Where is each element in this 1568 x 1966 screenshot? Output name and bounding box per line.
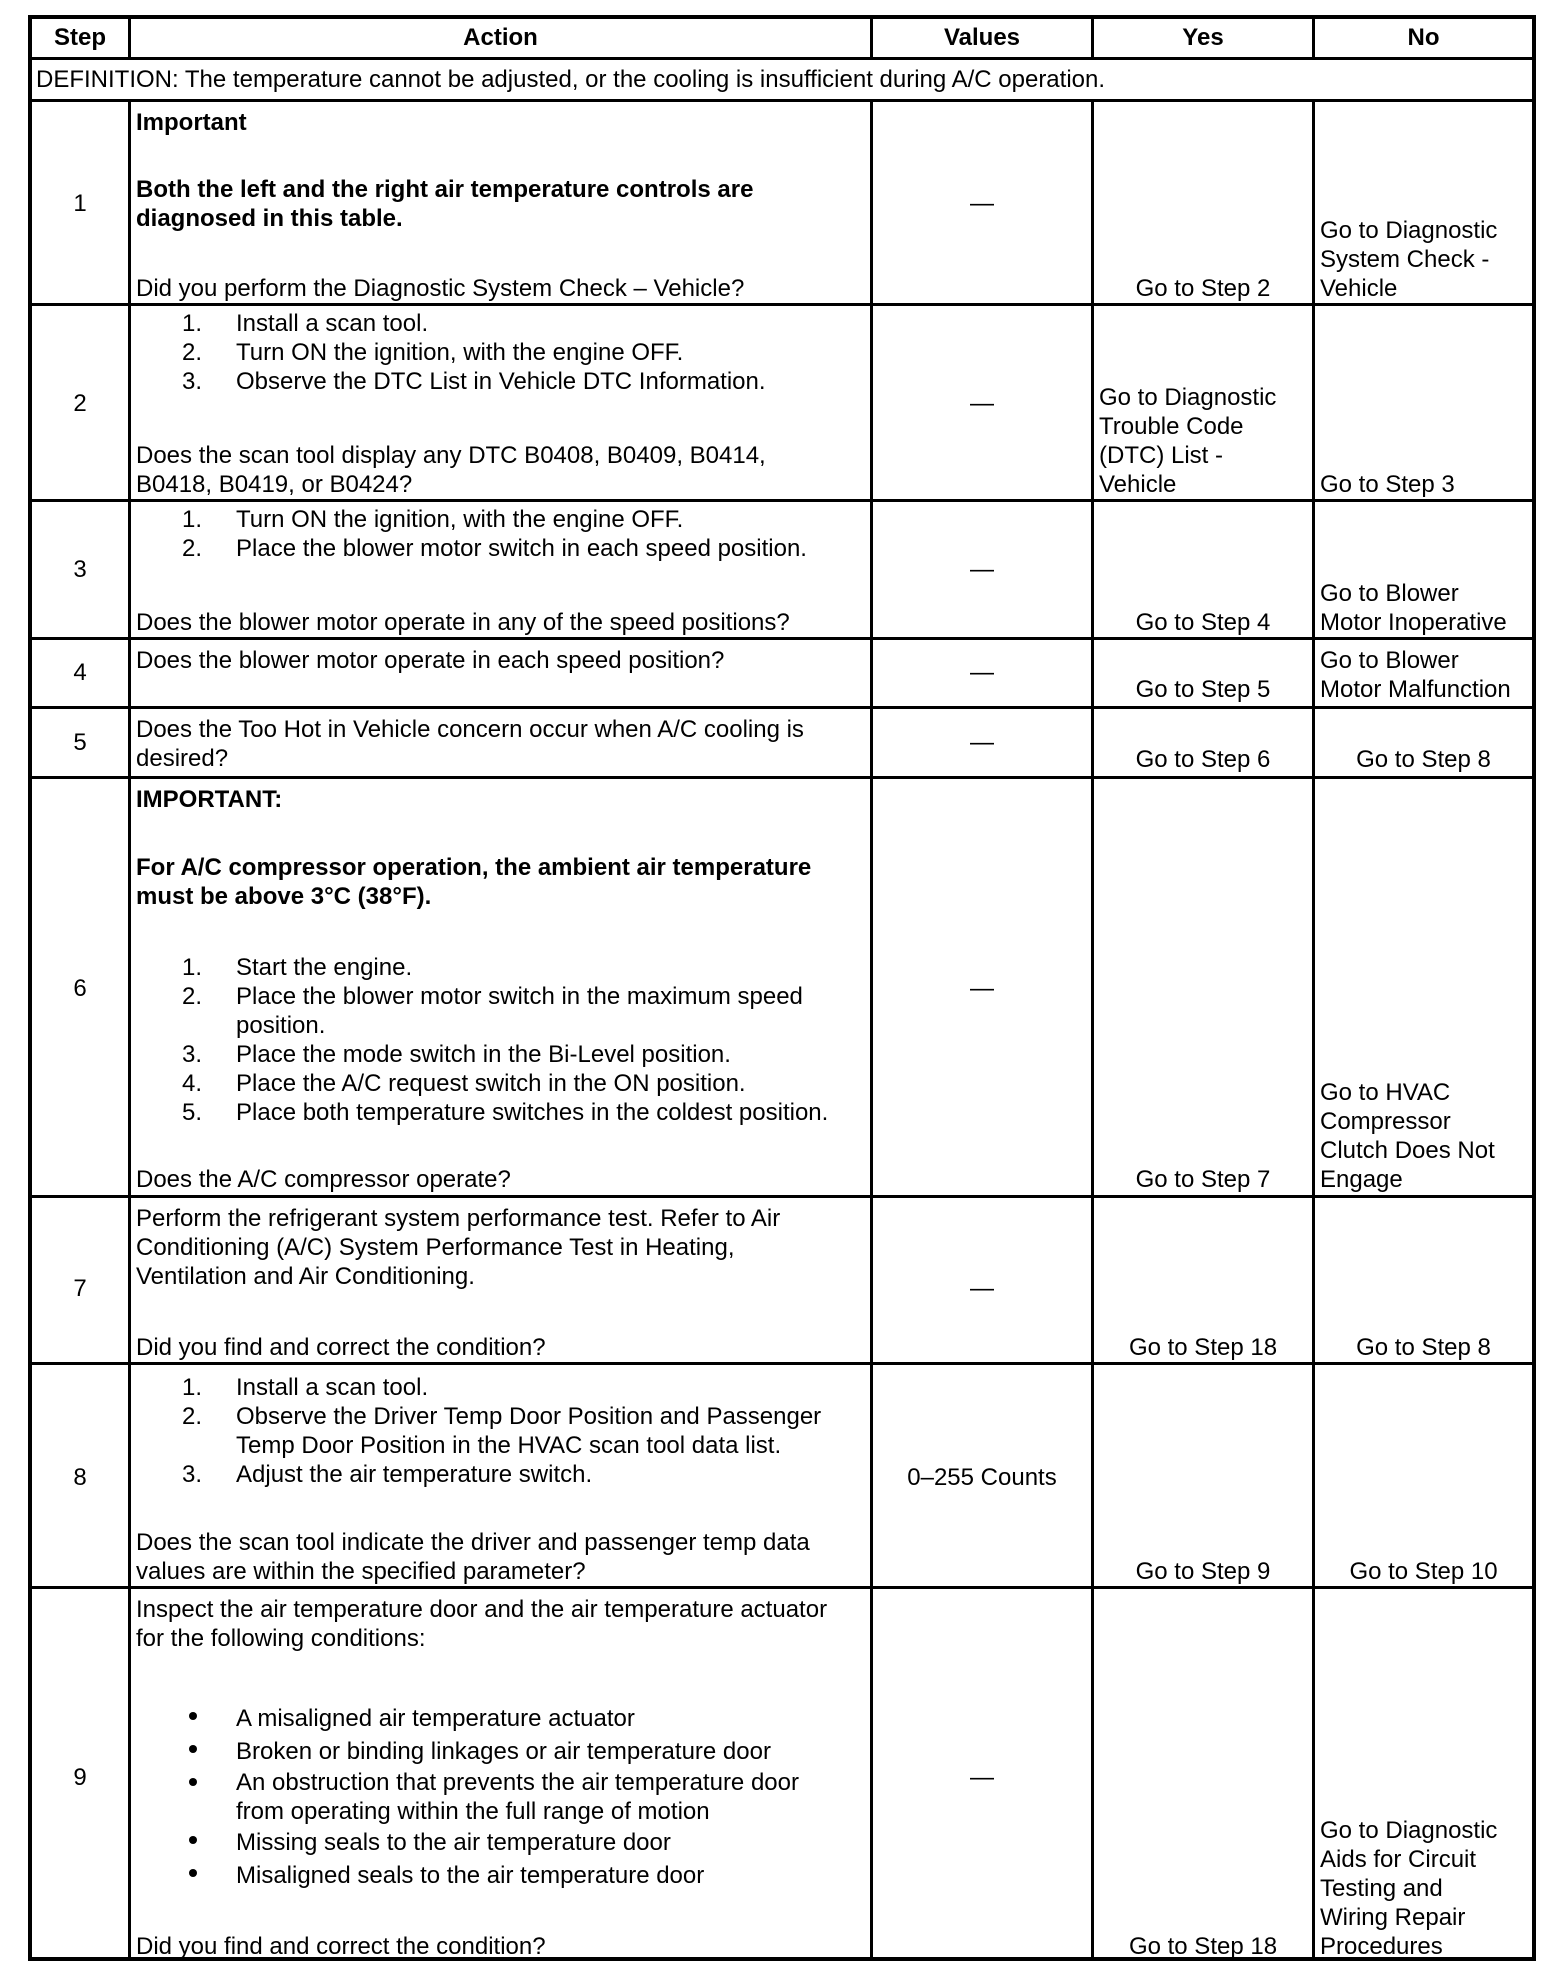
question-text: Does the Too Hot in Vehicle concern occur when A/C cooling is desired? xyxy=(136,716,804,772)
yes-action-link[interactable]: Go to Step 5 xyxy=(1135,676,1271,703)
divider xyxy=(1091,99,1094,1957)
list-item: 1. Install a scan tool. xyxy=(182,310,429,337)
divider xyxy=(32,1586,1532,1589)
divider xyxy=(32,706,1532,709)
question-text: Does the scan tool display any DTC B0408, B0409, B0414, B0418, B0419, or B0424? xyxy=(136,442,766,498)
yes-action-link[interactable]: Go to Step 9 xyxy=(1135,1558,1271,1585)
yes-action-link[interactable]: Go to Step 6 xyxy=(1135,746,1271,773)
no-action-link[interactable]: Go to Blower Motor Inoperative xyxy=(1320,580,1507,636)
yes-action-link[interactable]: Go to Step 2 xyxy=(1135,275,1271,302)
header-step: Step xyxy=(53,24,106,51)
values-cell: 0–255 Counts xyxy=(907,1464,1057,1491)
no-action-link[interactable]: Go to HVAC Compressor Clutch Does Not Engage xyxy=(1320,1079,1495,1193)
step-number: 2 xyxy=(73,390,87,417)
values-cell: — xyxy=(970,390,994,417)
step-number: 3 xyxy=(73,556,87,583)
divider xyxy=(32,776,1532,779)
no-action-link[interactable]: Go to Step 3 xyxy=(1320,471,1455,498)
list-item: 1. Start the engine. xyxy=(182,954,413,981)
no-action-link[interactable]: Go to Diagnostic System Check - Vehicle xyxy=(1320,217,1498,302)
header-values: Values xyxy=(943,24,1021,51)
divider xyxy=(870,99,873,1957)
question-text: Does the blower motor operate in each speed position? xyxy=(136,647,725,674)
list-item: 1. Install a scan tool. xyxy=(182,1374,429,1401)
values-cell: — xyxy=(970,1764,994,1791)
values-cell: — xyxy=(970,190,994,217)
header-no: No xyxy=(1407,24,1440,51)
list-item: An obstruction that prevents the air temperature door from operating within the full range of motion xyxy=(136,1768,856,1826)
important-body: For A/C compressor operation, the ambient air temperature must be above 3°C (38°F). xyxy=(136,854,812,910)
list-item: Broken or binding linkages or air temperature door xyxy=(136,1735,856,1768)
values-cell: — xyxy=(970,659,994,686)
values-cell: — xyxy=(970,1275,994,1302)
list-item: 2. Turn ON the ignition, with the engine OFF. xyxy=(182,339,684,366)
list-item: A misaligned air temperature actuator xyxy=(136,1702,856,1735)
list-item: 3. Adjust the air temperature switch. xyxy=(182,1461,593,1488)
list-item: 1. Turn ON the ignition, with the engine OFF. xyxy=(182,506,684,533)
question-text: Did you perform the Diagnostic System Check – Vehicle? xyxy=(136,275,745,302)
values-cell: — xyxy=(970,556,994,583)
no-action-link[interactable]: Go to Blower Motor Malfunction xyxy=(1320,647,1511,703)
no-action-link[interactable]: Go to Step 10 xyxy=(1349,1558,1498,1585)
instruction-text: Perform the refrigerant system performance test. Refer to Air Conditioning (A/C) System Performance Test in Heating, Ventilation and Air Conditioning. xyxy=(136,1205,781,1290)
question-text: Did you find and correct the condition? xyxy=(136,1334,546,1361)
important-title: Important xyxy=(136,109,247,136)
no-action-link[interactable]: Go to Diagnostic Aids for Circuit Testing and Wiring Repair Procedures xyxy=(1320,1817,1498,1960)
bullet-icon xyxy=(186,1833,200,1847)
step-number: 4 xyxy=(73,659,87,686)
instruction-text: Inspect the air temperature door and the air temperature actuator for the following conditions: xyxy=(136,1596,828,1652)
yes-action-link[interactable]: Go to Step 18 xyxy=(1128,1933,1278,1960)
step-number: 8 xyxy=(73,1464,87,1491)
divider xyxy=(1312,99,1315,1957)
list-item: 3. Place the mode switch in the Bi-Level position. xyxy=(182,1041,731,1068)
no-action-link[interactable]: Go to Step 8 xyxy=(1356,746,1491,773)
bullet-icon xyxy=(186,1742,200,1756)
list-item: Missing seals to the air temperature door xyxy=(136,1826,856,1859)
step-number: 1 xyxy=(73,190,87,217)
divider xyxy=(32,499,1532,502)
instruction-list xyxy=(136,1373,856,1489)
step-number: 7 xyxy=(73,1275,87,1302)
divider xyxy=(128,99,131,1957)
instruction-list xyxy=(136,505,856,563)
important-title: IMPORTANT: xyxy=(136,786,283,813)
divider xyxy=(32,57,1532,60)
step-number: 6 xyxy=(73,975,87,1002)
instruction-list xyxy=(136,953,856,1127)
yes-action-link[interactable]: Go to Step 18 xyxy=(1128,1334,1278,1361)
step-number: 9 xyxy=(73,1764,87,1791)
list-item: 5. Place both temperature switches in the coldest position. xyxy=(182,1099,829,1126)
condition-list xyxy=(136,1702,856,1892)
step-number: 5 xyxy=(73,729,87,756)
yes-action-link[interactable]: Go to Step 4 xyxy=(1135,609,1271,636)
question-text: Does the scan tool indicate the driver and passenger temp data values are within the specified parameter? xyxy=(136,1529,810,1585)
list-item: 4. Place the A/C request switch in the ON position. xyxy=(182,1070,746,1097)
list-item: 2. Place the blower motor switch in the maximum speed position. xyxy=(182,983,803,1039)
divider xyxy=(32,303,1532,306)
list-item: 2. Observe the Driver Temp Door Position and Passenger Temp Door Position in the HVAC scan tool data list. xyxy=(182,1403,822,1459)
no-action-link[interactable]: Go to Step 8 xyxy=(1356,1334,1491,1361)
values-cell: — xyxy=(970,729,994,756)
divider xyxy=(32,1362,1532,1365)
list-item: 3. Observe the DTC List in Vehicle DTC Information. xyxy=(182,368,766,395)
list-item: Misaligned seals to the air temperature door xyxy=(136,1859,856,1892)
bullet-icon xyxy=(186,1775,200,1789)
definition-text: DEFINITION: The temperature cannot be adjusted, or the cooling is insufficient during A/C operation. xyxy=(36,66,1106,93)
bullet-icon xyxy=(186,1709,200,1723)
question-text: Does the A/C compressor operate? xyxy=(136,1166,511,1193)
divider xyxy=(32,1195,1532,1198)
divider xyxy=(32,99,1532,102)
list-item: 2. Place the blower motor switch in each speed position. xyxy=(182,535,807,562)
values-cell: — xyxy=(970,975,994,1002)
diagnostic-table xyxy=(28,15,1536,1961)
yes-action-link[interactable]: Go to Step 7 xyxy=(1135,1166,1271,1193)
yes-action-link[interactable]: Go to Diagnostic Trouble Code (DTC) List - Vehicle xyxy=(1099,384,1277,498)
header-action: Action xyxy=(463,24,538,51)
question-text: Did you find and correct the condition? xyxy=(136,1933,546,1960)
header-yes: Yes xyxy=(1182,24,1224,51)
question-text: Does the blower motor operate in any of the speed positions? xyxy=(136,609,790,636)
divider xyxy=(32,637,1532,640)
bullet-icon xyxy=(186,1866,200,1880)
important-body: Both the left and the right air temperature controls are diagnosed in this table. xyxy=(136,176,754,232)
instruction-list xyxy=(136,309,856,396)
